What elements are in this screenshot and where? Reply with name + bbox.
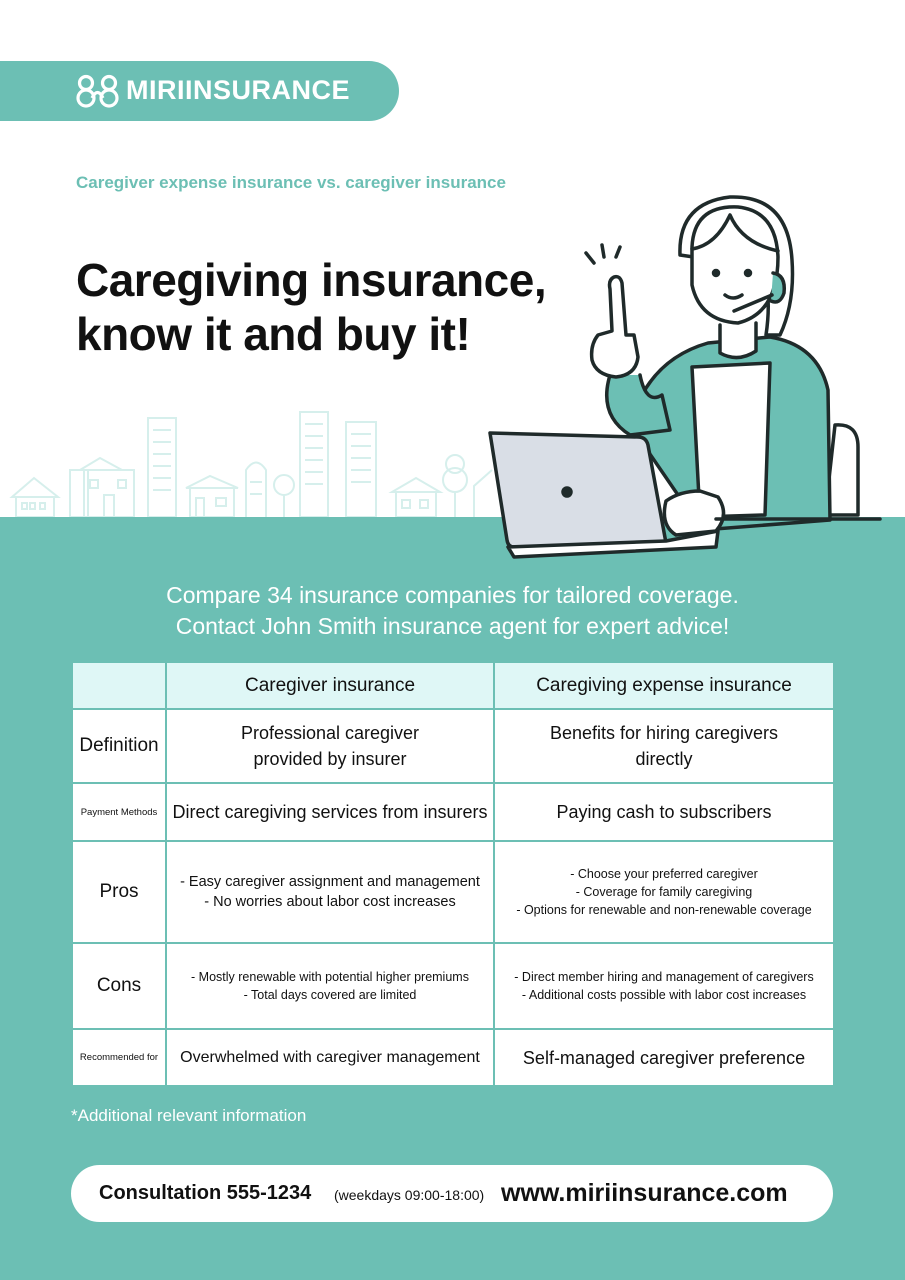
- table-header-caregiving-expense-insurance: Caregiving expense insurance: [494, 662, 834, 709]
- cell-text: Overwhelmed with caregiver management: [180, 1048, 480, 1066]
- table-cell: [166, 943, 494, 1029]
- table-row: [72, 783, 834, 841]
- cell-text: - Easy caregiver assignment and management: [180, 874, 480, 890]
- table-cell: [166, 841, 494, 943]
- table-row: [72, 709, 834, 783]
- table-row: [72, 841, 834, 943]
- cell-text: - Mostly renewable with potential higher premiums: [191, 970, 469, 984]
- linked-circles-icon: [75, 73, 121, 109]
- headline-line-1: Caregiving insurance,: [76, 254, 547, 306]
- table-header-empty: [72, 662, 166, 709]
- row-label-recommended-for: Recommended for: [72, 1029, 166, 1086]
- table-cell: [166, 783, 494, 841]
- table-cell: [494, 709, 834, 783]
- cell-text: directly: [635, 749, 693, 769]
- cell-text: - Total days covered are limited: [243, 988, 417, 1002]
- cell-text: provided by insurer: [253, 749, 407, 769]
- cell-text: - Additional costs possible with labor cost increases: [521, 988, 807, 1002]
- consultation-phone[interactable]: Consultation 555-1234: [99, 1182, 312, 1204]
- table-row: [72, 943, 834, 1029]
- cell-text: Benefits for hiring caregivers: [549, 723, 779, 743]
- table-cell: [166, 709, 494, 783]
- tagline: [0, 580, 905, 642]
- footnote: *Additional relevant information: [71, 1106, 307, 1125]
- consultation-hours: (weekdays 09:00-18:00): [334, 1187, 485, 1203]
- cell-text: Direct caregiving services from insurers: [172, 802, 488, 822]
- contact-bar: [71, 1165, 833, 1222]
- cell-text: - Options for renewable and non-renewable coverage: [516, 903, 812, 917]
- cell-text: - No worries about labor cost increases: [204, 894, 456, 910]
- page-headline: [76, 253, 546, 361]
- website-link[interactable]: www.miriinsurance.com: [501, 1179, 788, 1207]
- headline-line-2: know it and buy it!: [76, 308, 471, 360]
- table-cell: [166, 1029, 494, 1086]
- table-header-row: [72, 662, 834, 709]
- page-subtitle: Caregiver expense insurance vs. caregiver insurance: [76, 173, 506, 192]
- brand-name: MIRIINSURANCE: [126, 75, 351, 105]
- brand-bar: [0, 61, 399, 121]
- row-label-definition: Definition: [72, 709, 166, 783]
- table-cell: [494, 783, 834, 841]
- table-cell: [494, 1029, 834, 1086]
- tagline-line-1: Compare 34 insurance companies for tailored coverage.: [166, 582, 739, 608]
- cell-text: - Choose your preferred caregiver: [570, 867, 758, 881]
- table-cell: [494, 943, 834, 1029]
- cell-text: Self-managed caregiver preference: [522, 1047, 806, 1068]
- comparison-table: [71, 661, 835, 1087]
- cell-text: - Direct member hiring and management of caregivers: [514, 970, 814, 984]
- cell-text: Paying cash to subscribers: [556, 802, 772, 822]
- row-label-cons: Cons: [72, 943, 166, 1029]
- agent-with-headset-and-laptop-icon: [480, 185, 900, 565]
- table-header-caregiver-insurance: Caregiver insurance: [166, 662, 494, 709]
- cell-text: Professional caregiver: [240, 723, 420, 743]
- row-label-payment-methods: Payment Methods: [72, 783, 166, 841]
- table-row: [72, 1029, 834, 1086]
- cell-text: - Coverage for family caregiving: [575, 885, 753, 899]
- row-label-pros: Pros: [72, 841, 166, 943]
- tagline-line-2: Contact John Smith insurance agent for expert advice!: [175, 613, 730, 639]
- table-cell: [494, 841, 834, 943]
